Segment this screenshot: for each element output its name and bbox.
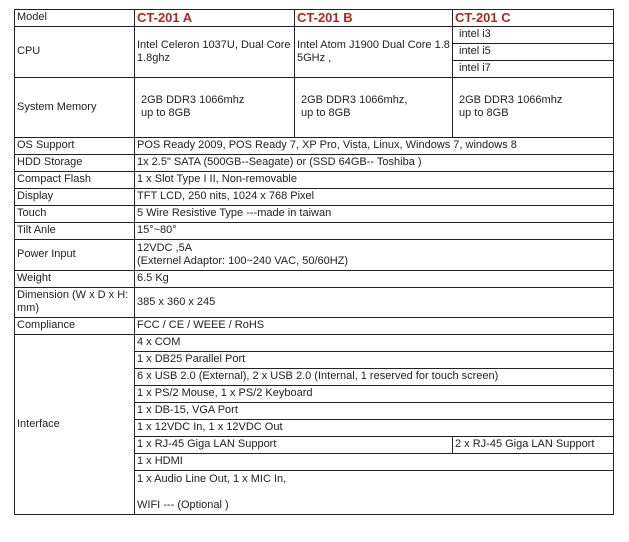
display-label: Display: [15, 189, 135, 206]
cf-label: Compact Flash: [15, 172, 135, 189]
row-compliance: [15, 318, 614, 335]
compliance-label: Compliance: [15, 318, 135, 335]
interface-lan-c: 2 x RJ-45 Giga LAN Support: [453, 437, 614, 454]
cpu-c-i5: intel i5: [453, 44, 614, 61]
interface-label: Interface: [15, 335, 135, 515]
memory-c: 2GB DDR3 1066mhz up to 8GB: [453, 78, 614, 138]
cpu-label: CPU: [15, 27, 135, 78]
interface-vga: 1 x DB-15, VGA Port: [135, 403, 614, 420]
row-cpu: [15, 27, 614, 44]
weight-value: 6.5 Kg: [135, 271, 614, 288]
memory-a: 2GB DDR3 1066mhz up to 8GB: [135, 78, 295, 138]
interface-parallel: 1 x DB25 Parallel Port: [135, 352, 614, 369]
interface-hdmi: 1 x HDMI: [135, 454, 614, 471]
tilt-value: 15°~80°: [135, 223, 614, 240]
tilt-label: Tilt Anle: [15, 223, 135, 240]
power-label: Power Input: [15, 240, 135, 271]
interface-lan-ab: 1 x RJ-45 Giga LAN Support: [135, 437, 453, 454]
os-value: POS Ready 2009, POS Ready 7, XP Pro, Vista, Linux, Windows 7, windows 8: [135, 138, 614, 155]
interface-com: 4 x COM: [135, 335, 614, 352]
row-memory: [15, 78, 614, 138]
row-weight: [15, 271, 614, 288]
model-label: Model: [15, 10, 135, 27]
hdd-label: HDD Storage: [15, 155, 135, 172]
row-cf: [15, 172, 614, 189]
dimension-value: 385 x 360 x 245: [135, 288, 614, 318]
row-tilt: [15, 223, 614, 240]
row-dimension: [15, 288, 614, 318]
memory-b: 2GB DDR3 1066mhz, up to 8GB: [295, 78, 453, 138]
cf-value: 1 x Slot Type I II, Non-removable: [135, 172, 614, 189]
model-b-header: CT-201 B: [295, 10, 453, 27]
interface-dc: 1 x 12VDC In, 1 x 12VDC Out: [135, 420, 614, 437]
hdd-value: 1x 2.5" SATA (500GB--Seagate) or (SSD 64GB-- Toshiba ): [135, 155, 614, 172]
row-model: [15, 10, 614, 27]
row-os: [15, 138, 614, 155]
interface-audio-wifi: 1 x Audio Line Out, 1 x MIC In, WIFI --- (Optional ): [135, 471, 614, 515]
interface-ps2: 1 x PS/2 Mouse, 1 x PS/2 Keyboard: [135, 386, 614, 403]
touch-value: 5 Wire Resistive Type ---made in taiwan: [135, 206, 614, 223]
spec-table: [14, 9, 614, 515]
cpu-c-i3: intel i3: [453, 27, 614, 44]
model-c-header: CT-201 C: [453, 10, 614, 27]
compliance-value: FCC / CE / WEEE / RoHS: [135, 318, 614, 335]
dimension-label: Dimension (W x D x H: mm): [15, 288, 135, 318]
cpu-a: Intel Celeron 1037U, Dual Core 1.8ghz: [135, 27, 295, 78]
memory-label: System Memory: [15, 78, 135, 138]
row-interface-com: [15, 335, 614, 352]
row-display: [15, 189, 614, 206]
display-value: TFT LCD, 250 nits, 1024 x 768 Pixel: [135, 189, 614, 206]
model-a-header: CT-201 A: [135, 10, 295, 27]
weight-label: Weight: [15, 271, 135, 288]
row-hdd: [15, 155, 614, 172]
cpu-b: Intel Atom J1900 Dual Core 1.85GHz ,: [295, 27, 453, 78]
interface-usb: 6 x USB 2.0 (External), 2 x USB 2.0 (Internal, 1 reserved for touch screen): [135, 369, 614, 386]
row-touch: [15, 206, 614, 223]
row-power: [15, 240, 614, 271]
cpu-c-i7: intel i7: [453, 61, 614, 78]
os-label: OS Support: [15, 138, 135, 155]
power-value: 12VDC ,5A (Externel Adaptor: 100~240 VAC, 50/60HZ): [135, 240, 614, 271]
touch-label: Touch: [15, 206, 135, 223]
